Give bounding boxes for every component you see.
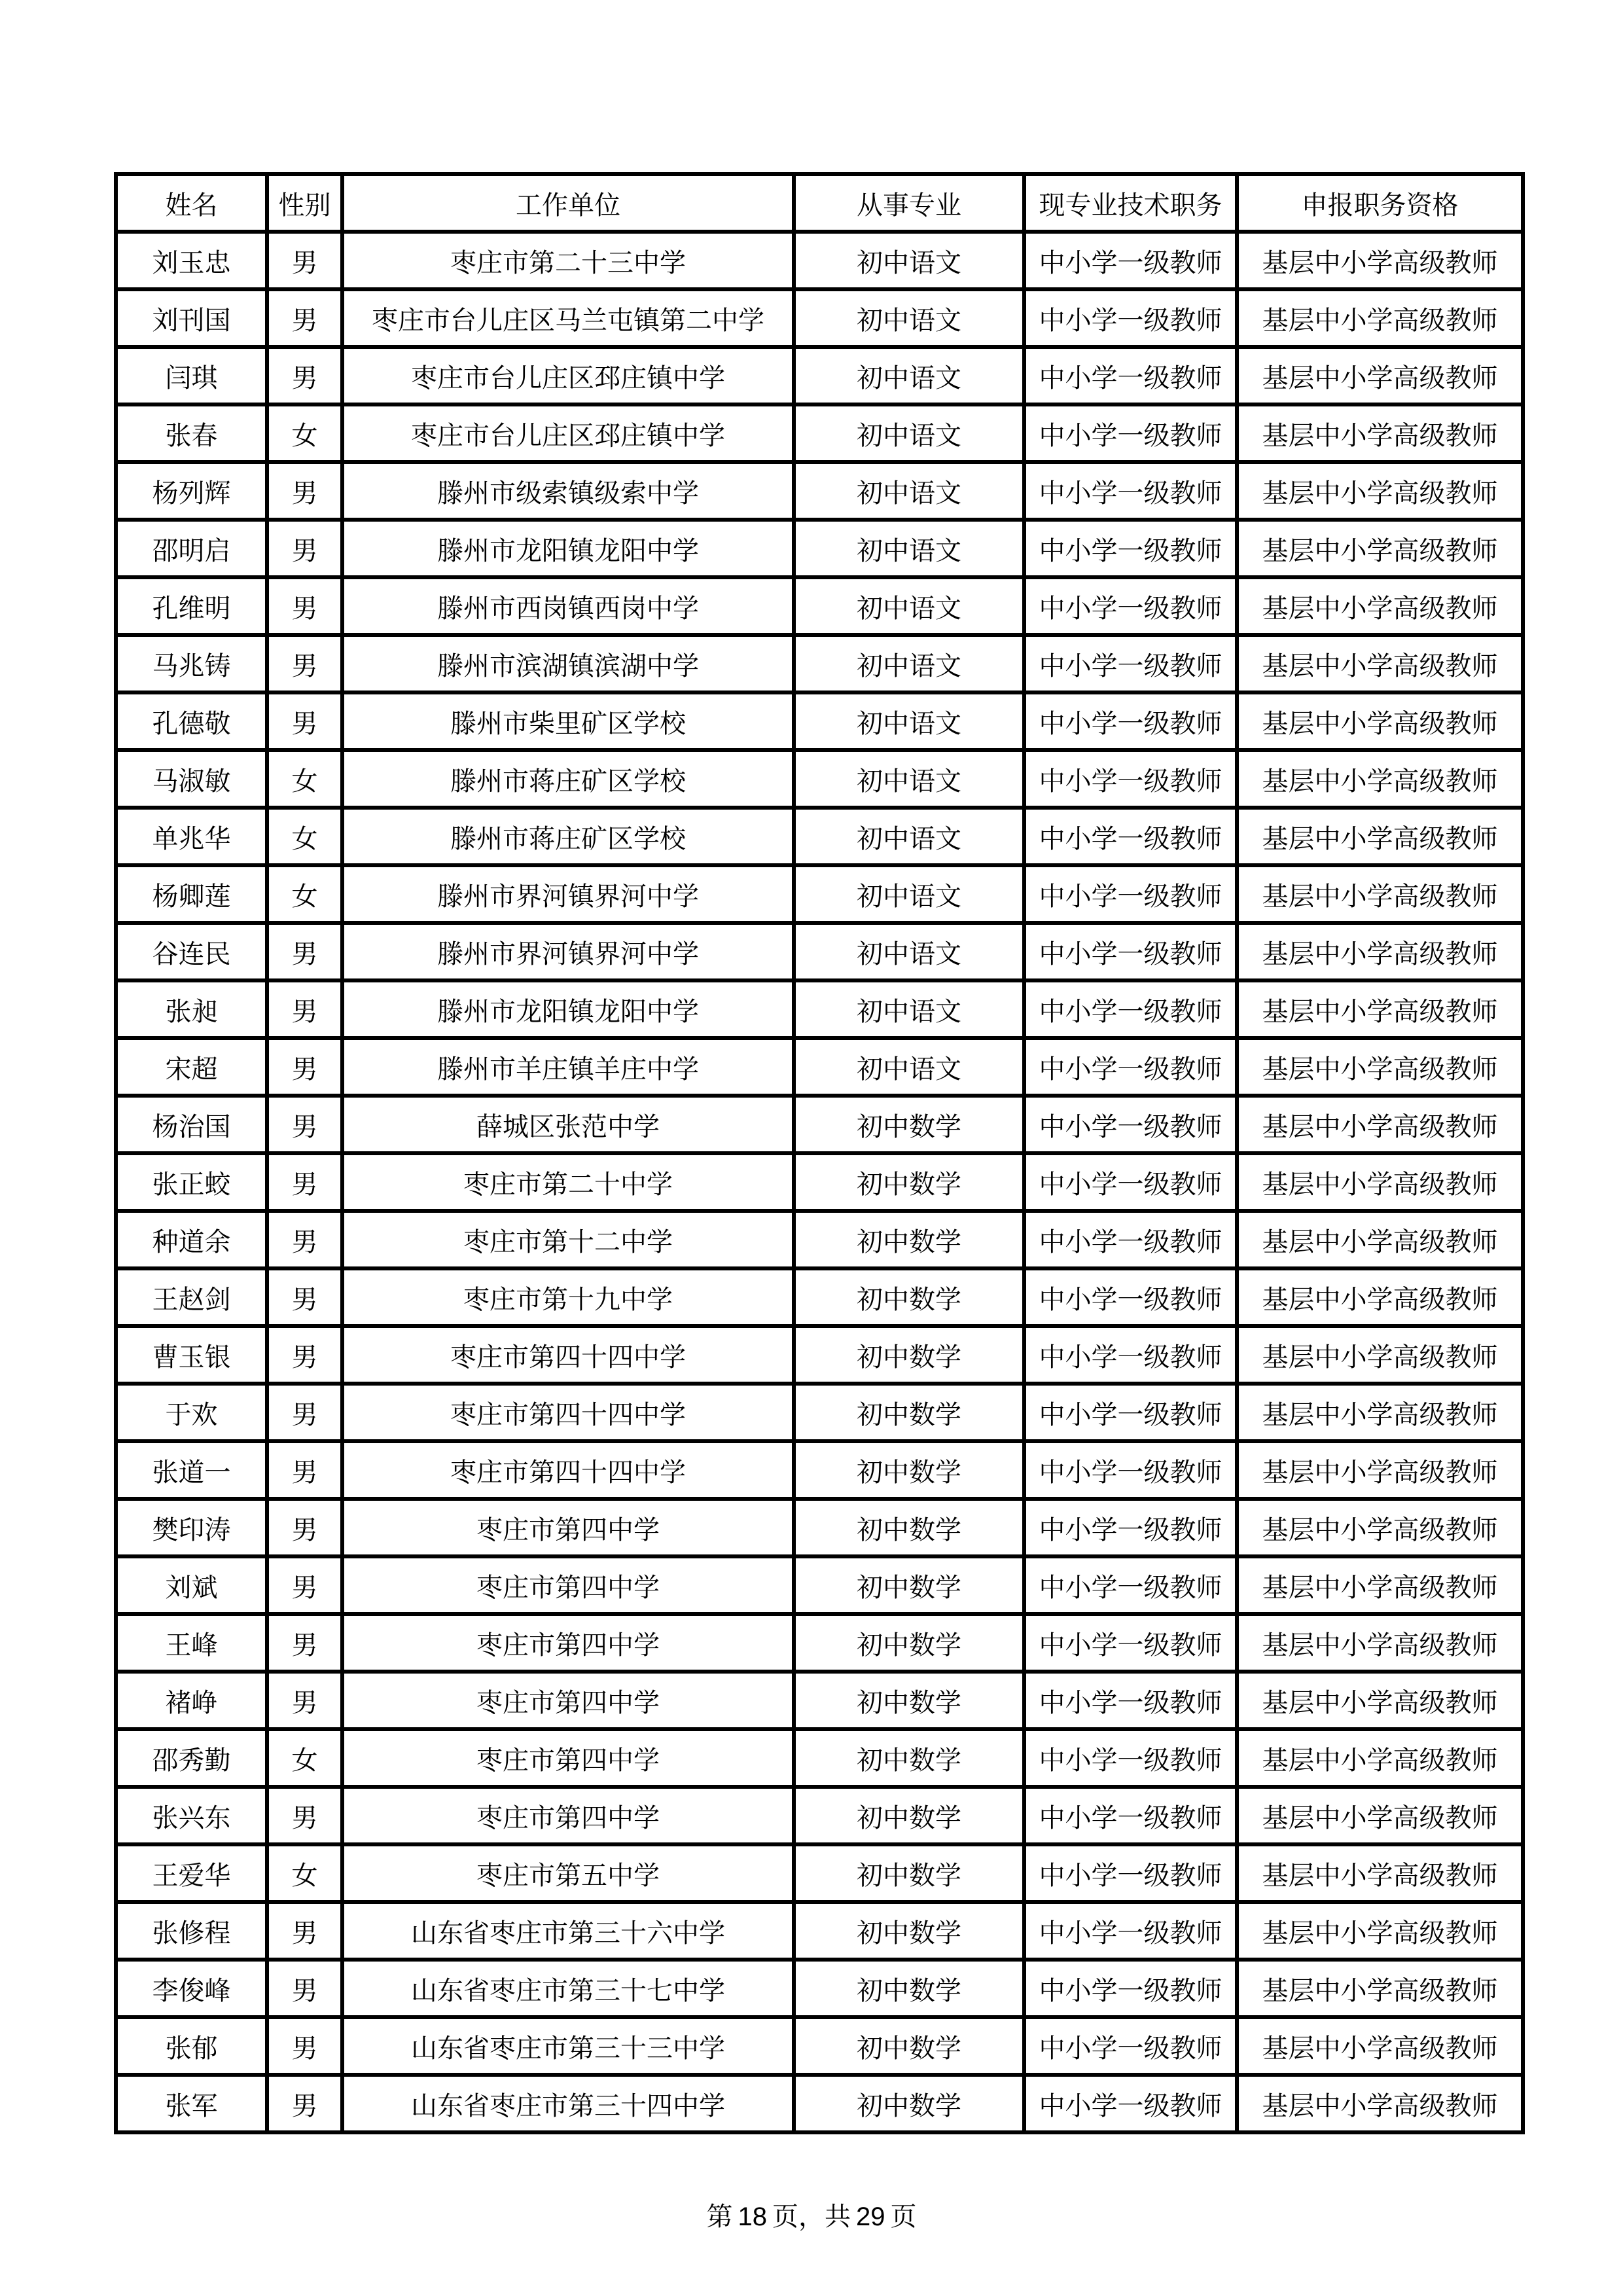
cell-major: 初中语文 xyxy=(794,750,1024,808)
cell-applied-qualification: 基层中小学高级教师 xyxy=(1237,1096,1523,1153)
cell-applied-qualification: 基层中小学高级教师 xyxy=(1237,1844,1523,1902)
cell-current-title: 中小学一级教师 xyxy=(1024,635,1237,692)
cell-work-unit: 山东省枣庄市第三十七中学 xyxy=(342,1960,794,2017)
table-row xyxy=(116,1902,1523,1960)
cell-work-unit: 滕州市柴里矿区学校 xyxy=(342,692,794,750)
table-row xyxy=(116,289,1523,347)
cell-major: 初中数学 xyxy=(794,1384,1024,1441)
cell-applied-qualification: 基层中小学高级教师 xyxy=(1237,1038,1523,1096)
cell-work-unit: 滕州市蒋庄矿区学校 xyxy=(342,750,794,808)
cell-work-unit: 枣庄市第二十三中学 xyxy=(342,232,794,289)
cell-gender: 女 xyxy=(267,865,342,923)
cell-name: 王峰 xyxy=(116,1614,267,1672)
cell-major: 初中数学 xyxy=(794,1556,1024,1614)
cell-gender: 男 xyxy=(267,1499,342,1556)
cell-current-title: 中小学一级教师 xyxy=(1024,462,1237,520)
table-row xyxy=(116,1326,1523,1384)
cell-current-title: 中小学一级教师 xyxy=(1024,1096,1237,1153)
cell-applied-qualification: 基层中小学高级教师 xyxy=(1237,635,1523,692)
applicant-table xyxy=(114,172,1525,2134)
cell-gender: 男 xyxy=(267,347,342,404)
table-row xyxy=(116,462,1523,520)
cell-work-unit: 枣庄市第十九中学 xyxy=(342,1268,794,1326)
table-row xyxy=(116,520,1523,577)
cell-gender: 男 xyxy=(267,1268,342,1326)
cell-name: 张道一 xyxy=(116,1441,267,1499)
cell-applied-qualification: 基层中小学高级教师 xyxy=(1237,289,1523,347)
cell-name: 张昶 xyxy=(116,980,267,1038)
cell-current-title: 中小学一级教师 xyxy=(1024,577,1237,635)
cell-current-title: 中小学一级教师 xyxy=(1024,2017,1237,2075)
cell-work-unit: 山东省枣庄市第三十三中学 xyxy=(342,2017,794,2075)
cell-applied-qualification: 基层中小学高级教师 xyxy=(1237,1902,1523,1960)
cell-applied-qualification: 基层中小学高级教师 xyxy=(1237,232,1523,289)
cell-gender: 男 xyxy=(267,1384,342,1441)
cell-major: 初中数学 xyxy=(794,1902,1024,1960)
cell-gender: 男 xyxy=(267,1960,342,2017)
cell-gender: 男 xyxy=(267,1096,342,1153)
cell-gender: 男 xyxy=(267,1787,342,1844)
cell-applied-qualification: 基层中小学高级教师 xyxy=(1237,980,1523,1038)
cell-current-title: 中小学一级教师 xyxy=(1024,520,1237,577)
cell-gender: 男 xyxy=(267,289,342,347)
cell-gender: 男 xyxy=(267,980,342,1038)
table-row xyxy=(116,980,1523,1038)
cell-current-title: 中小学一级教师 xyxy=(1024,1211,1237,1268)
table-row xyxy=(116,865,1523,923)
cell-name: 张军 xyxy=(116,2075,267,2132)
cell-gender: 女 xyxy=(267,750,342,808)
table-row xyxy=(116,692,1523,750)
cell-work-unit: 山东省枣庄市第三十四中学 xyxy=(342,2075,794,2132)
cell-name: 马淑敏 xyxy=(116,750,267,808)
cell-name: 杨治国 xyxy=(116,1096,267,1153)
cell-major: 初中语文 xyxy=(794,1038,1024,1096)
table-row xyxy=(116,1556,1523,1614)
cell-gender: 女 xyxy=(267,808,342,865)
cell-major: 初中数学 xyxy=(794,1787,1024,1844)
cell-gender: 女 xyxy=(267,404,342,462)
table-row xyxy=(116,232,1523,289)
table-row xyxy=(116,1672,1523,1729)
cell-major: 初中语文 xyxy=(794,462,1024,520)
cell-name: 曹玉银 xyxy=(116,1326,267,1384)
cell-major: 初中数学 xyxy=(794,2075,1024,2132)
cell-applied-qualification: 基层中小学高级教师 xyxy=(1237,865,1523,923)
table-row xyxy=(116,1268,1523,1326)
table-row xyxy=(116,923,1523,980)
cell-major: 初中数学 xyxy=(794,1211,1024,1268)
cell-gender: 男 xyxy=(267,1614,342,1672)
cell-name: 褚峥 xyxy=(116,1672,267,1729)
cell-applied-qualification: 基层中小学高级教师 xyxy=(1237,2017,1523,2075)
cell-name: 宋超 xyxy=(116,1038,267,1096)
cell-work-unit: 枣庄市台儿庄区马兰屯镇第二中学 xyxy=(342,289,794,347)
header-work-unit: 工作单位 xyxy=(342,174,794,232)
cell-name: 张春 xyxy=(116,404,267,462)
table-row xyxy=(116,1096,1523,1153)
cell-major: 初中语文 xyxy=(794,289,1024,347)
cell-applied-qualification: 基层中小学高级教师 xyxy=(1237,520,1523,577)
cell-current-title: 中小学一级教师 xyxy=(1024,1672,1237,1729)
cell-name: 孔德敬 xyxy=(116,692,267,750)
cell-current-title: 中小学一级教师 xyxy=(1024,1153,1237,1211)
cell-current-title: 中小学一级教师 xyxy=(1024,1844,1237,1902)
cell-work-unit: 滕州市龙阳镇龙阳中学 xyxy=(342,520,794,577)
table-row xyxy=(116,1729,1523,1787)
cell-gender: 男 xyxy=(267,1211,342,1268)
table-row xyxy=(116,2075,1523,2132)
cell-major: 初中语文 xyxy=(794,577,1024,635)
footer-middle: 页，共 xyxy=(772,2202,851,2232)
cell-work-unit: 枣庄市第四中学 xyxy=(342,1672,794,1729)
cell-work-unit: 枣庄市第四中学 xyxy=(342,1614,794,1672)
cell-current-title: 中小学一级教师 xyxy=(1024,1038,1237,1096)
cell-major: 初中语文 xyxy=(794,347,1024,404)
cell-name: 杨卿莲 xyxy=(116,865,267,923)
cell-major: 初中语文 xyxy=(794,808,1024,865)
cell-applied-qualification: 基层中小学高级教师 xyxy=(1237,1787,1523,1844)
footer-suffix: 页 xyxy=(890,2202,917,2232)
cell-work-unit: 滕州市界河镇界河中学 xyxy=(342,865,794,923)
cell-gender: 女 xyxy=(267,1729,342,1787)
cell-name: 樊印涛 xyxy=(116,1499,267,1556)
header-gender: 性别 xyxy=(267,174,342,232)
table-row xyxy=(116,1499,1523,1556)
cell-name: 张修程 xyxy=(116,1902,267,1960)
cell-work-unit: 滕州市西岗镇西岗中学 xyxy=(342,577,794,635)
cell-current-title: 中小学一级教师 xyxy=(1024,750,1237,808)
cell-name: 刘斌 xyxy=(116,1556,267,1614)
cell-applied-qualification: 基层中小学高级教师 xyxy=(1237,462,1523,520)
cell-work-unit: 薛城区张范中学 xyxy=(342,1096,794,1153)
cell-work-unit: 滕州市羊庄镇羊庄中学 xyxy=(342,1038,794,1096)
cell-applied-qualification: 基层中小学高级教师 xyxy=(1237,1960,1523,2017)
cell-current-title: 中小学一级教师 xyxy=(1024,289,1237,347)
cell-name: 王赵剑 xyxy=(116,1268,267,1326)
table-row xyxy=(116,635,1523,692)
cell-gender: 男 xyxy=(267,1038,342,1096)
cell-current-title: 中小学一级教师 xyxy=(1024,1614,1237,1672)
cell-name: 刘刊国 xyxy=(116,289,267,347)
cell-applied-qualification: 基层中小学高级教师 xyxy=(1237,1384,1523,1441)
cell-name: 李俊峰 xyxy=(116,1960,267,2017)
cell-current-title: 中小学一级教师 xyxy=(1024,404,1237,462)
cell-work-unit: 枣庄市第四十四中学 xyxy=(342,1326,794,1384)
cell-major: 初中语文 xyxy=(794,923,1024,980)
footer-prefix: 第 xyxy=(706,2202,733,2232)
cell-major: 初中语文 xyxy=(794,692,1024,750)
table-row xyxy=(116,1153,1523,1211)
cell-current-title: 中小学一级教师 xyxy=(1024,1787,1237,1844)
cell-name: 单兆华 xyxy=(116,808,267,865)
cell-applied-qualification: 基层中小学高级教师 xyxy=(1237,404,1523,462)
cell-applied-qualification: 基层中小学高级教师 xyxy=(1237,1672,1523,1729)
cell-applied-qualification: 基层中小学高级教师 xyxy=(1237,1326,1523,1384)
cell-work-unit: 滕州市滨湖镇滨湖中学 xyxy=(342,635,794,692)
cell-major: 初中数学 xyxy=(794,1960,1024,2017)
cell-major: 初中数学 xyxy=(794,2017,1024,2075)
cell-applied-qualification: 基层中小学高级教师 xyxy=(1237,808,1523,865)
cell-gender: 男 xyxy=(267,1672,342,1729)
cell-name: 闫琪 xyxy=(116,347,267,404)
cell-name: 张正蛟 xyxy=(116,1153,267,1211)
cell-current-title: 中小学一级教师 xyxy=(1024,1499,1237,1556)
cell-major: 初中语文 xyxy=(794,865,1024,923)
cell-work-unit: 枣庄市第四中学 xyxy=(342,1556,794,1614)
cell-major: 初中数学 xyxy=(794,1729,1024,1787)
cell-current-title: 中小学一级教师 xyxy=(1024,1902,1237,1960)
cell-major: 初中语文 xyxy=(794,232,1024,289)
cell-name: 于欢 xyxy=(116,1384,267,1441)
cell-work-unit: 滕州市级索镇级索中学 xyxy=(342,462,794,520)
cell-gender: 男 xyxy=(267,635,342,692)
cell-current-title: 中小学一级教师 xyxy=(1024,232,1237,289)
cell-major: 初中数学 xyxy=(794,1614,1024,1672)
cell-major: 初中数学 xyxy=(794,1844,1024,1902)
cell-major: 初中数学 xyxy=(794,1096,1024,1153)
cell-major: 初中数学 xyxy=(794,1326,1024,1384)
cell-applied-qualification: 基层中小学高级教师 xyxy=(1237,347,1523,404)
cell-work-unit: 枣庄市台儿庄区邳庄镇中学 xyxy=(342,347,794,404)
table-row xyxy=(116,2017,1523,2075)
cell-applied-qualification: 基层中小学高级教师 xyxy=(1237,1556,1523,1614)
cell-current-title: 中小学一级教师 xyxy=(1024,2075,1237,2132)
cell-name: 种道余 xyxy=(116,1211,267,1268)
table-row xyxy=(116,404,1523,462)
cell-major: 初中数学 xyxy=(794,1441,1024,1499)
cell-applied-qualification: 基层中小学高级教师 xyxy=(1237,1268,1523,1326)
table-row xyxy=(116,1441,1523,1499)
cell-applied-qualification: 基层中小学高级教师 xyxy=(1237,1153,1523,1211)
cell-name: 邵秀勤 xyxy=(116,1729,267,1787)
cell-name: 张兴东 xyxy=(116,1787,267,1844)
cell-gender: 男 xyxy=(267,692,342,750)
cell-applied-qualification: 基层中小学高级教师 xyxy=(1237,750,1523,808)
cell-gender: 男 xyxy=(267,1326,342,1384)
cell-applied-qualification: 基层中小学高级教师 xyxy=(1237,2075,1523,2132)
header-major: 从事专业 xyxy=(794,174,1024,232)
header-applied-qualification: 申报职务资格 xyxy=(1237,174,1523,232)
cell-work-unit: 滕州市蒋庄矿区学校 xyxy=(342,808,794,865)
cell-gender: 男 xyxy=(267,232,342,289)
cell-major: 初中语文 xyxy=(794,404,1024,462)
table-header-row xyxy=(116,174,1523,232)
cell-current-title: 中小学一级教师 xyxy=(1024,347,1237,404)
cell-applied-qualification: 基层中小学高级教师 xyxy=(1237,692,1523,750)
cell-work-unit: 山东省枣庄市第三十六中学 xyxy=(342,1902,794,1960)
table-body xyxy=(116,232,1523,2132)
cell-name: 谷连民 xyxy=(116,923,267,980)
cell-name: 杨列辉 xyxy=(116,462,267,520)
cell-applied-qualification: 基层中小学高级教师 xyxy=(1237,1211,1523,1268)
table-row xyxy=(116,1038,1523,1096)
cell-work-unit: 枣庄市第四中学 xyxy=(342,1499,794,1556)
header-name: 姓名 xyxy=(116,174,267,232)
cell-gender: 男 xyxy=(267,1153,342,1211)
cell-major: 初中语文 xyxy=(794,635,1024,692)
cell-work-unit: 枣庄市第四中学 xyxy=(342,1787,794,1844)
cell-applied-qualification: 基层中小学高级教师 xyxy=(1237,1499,1523,1556)
cell-work-unit: 枣庄市台儿庄区邳庄镇中学 xyxy=(342,404,794,462)
cell-current-title: 中小学一级教师 xyxy=(1024,865,1237,923)
cell-work-unit: 枣庄市第二十中学 xyxy=(342,1153,794,1211)
cell-gender: 男 xyxy=(267,462,342,520)
table-row xyxy=(116,750,1523,808)
cell-gender: 男 xyxy=(267,520,342,577)
cell-gender: 男 xyxy=(267,1556,342,1614)
cell-name: 刘玉忠 xyxy=(116,232,267,289)
cell-applied-qualification: 基层中小学高级教师 xyxy=(1237,923,1523,980)
cell-current-title: 中小学一级教师 xyxy=(1024,1326,1237,1384)
cell-current-title: 中小学一级教师 xyxy=(1024,1384,1237,1441)
cell-work-unit: 枣庄市第十二中学 xyxy=(342,1211,794,1268)
cell-current-title: 中小学一级教师 xyxy=(1024,1556,1237,1614)
cell-name: 邵明启 xyxy=(116,520,267,577)
cell-applied-qualification: 基层中小学高级教师 xyxy=(1237,1441,1523,1499)
cell-gender: 男 xyxy=(267,2075,342,2132)
header-current-title: 现专业技术职务 xyxy=(1024,174,1237,232)
cell-work-unit: 枣庄市第四中学 xyxy=(342,1729,794,1787)
cell-current-title: 中小学一级教师 xyxy=(1024,808,1237,865)
table-row xyxy=(116,808,1523,865)
cell-major: 初中数学 xyxy=(794,1672,1024,1729)
cell-gender: 女 xyxy=(267,1844,342,1902)
cell-work-unit: 滕州市龙阳镇龙阳中学 xyxy=(342,980,794,1038)
cell-current-title: 中小学一级教师 xyxy=(1024,1960,1237,2017)
table-row xyxy=(116,1211,1523,1268)
cell-current-title: 中小学一级教师 xyxy=(1024,1441,1237,1499)
page-footer xyxy=(0,2196,1623,2233)
cell-name: 王爱华 xyxy=(116,1844,267,1902)
cell-major: 初中数学 xyxy=(794,1153,1024,1211)
cell-gender: 男 xyxy=(267,923,342,980)
table-row xyxy=(116,1614,1523,1672)
cell-current-title: 中小学一级教师 xyxy=(1024,1268,1237,1326)
cell-gender: 男 xyxy=(267,577,342,635)
cell-name: 马兆铸 xyxy=(116,635,267,692)
cell-work-unit: 滕州市界河镇界河中学 xyxy=(342,923,794,980)
cell-applied-qualification: 基层中小学高级教师 xyxy=(1237,1614,1523,1672)
cell-current-title: 中小学一级教师 xyxy=(1024,980,1237,1038)
cell-work-unit: 枣庄市第五中学 xyxy=(342,1844,794,1902)
cell-name: 张郁 xyxy=(116,2017,267,2075)
cell-current-title: 中小学一级教师 xyxy=(1024,1729,1237,1787)
cell-major: 初中数学 xyxy=(794,1268,1024,1326)
table-row xyxy=(116,1960,1523,2017)
cell-gender: 男 xyxy=(267,1441,342,1499)
cell-applied-qualification: 基层中小学高级教师 xyxy=(1237,577,1523,635)
cell-name: 孔维明 xyxy=(116,577,267,635)
cell-work-unit: 枣庄市第四十四中学 xyxy=(342,1441,794,1499)
cell-major: 初中语文 xyxy=(794,520,1024,577)
cell-major: 初中语文 xyxy=(794,980,1024,1038)
cell-current-title: 中小学一级教师 xyxy=(1024,692,1237,750)
cell-work-unit: 枣庄市第四十四中学 xyxy=(342,1384,794,1441)
cell-applied-qualification: 基层中小学高级教师 xyxy=(1237,1729,1523,1787)
table-row xyxy=(116,1384,1523,1441)
cell-gender: 男 xyxy=(267,2017,342,2075)
current-page-number: 18 xyxy=(738,2202,767,2231)
table-row xyxy=(116,1844,1523,1902)
cell-major: 初中数学 xyxy=(794,1499,1024,1556)
total-pages-number: 29 xyxy=(856,2202,885,2231)
table-row xyxy=(116,1787,1523,1844)
cell-gender: 男 xyxy=(267,1902,342,1960)
table-row xyxy=(116,347,1523,404)
table-row xyxy=(116,577,1523,635)
cell-current-title: 中小学一级教师 xyxy=(1024,923,1237,980)
